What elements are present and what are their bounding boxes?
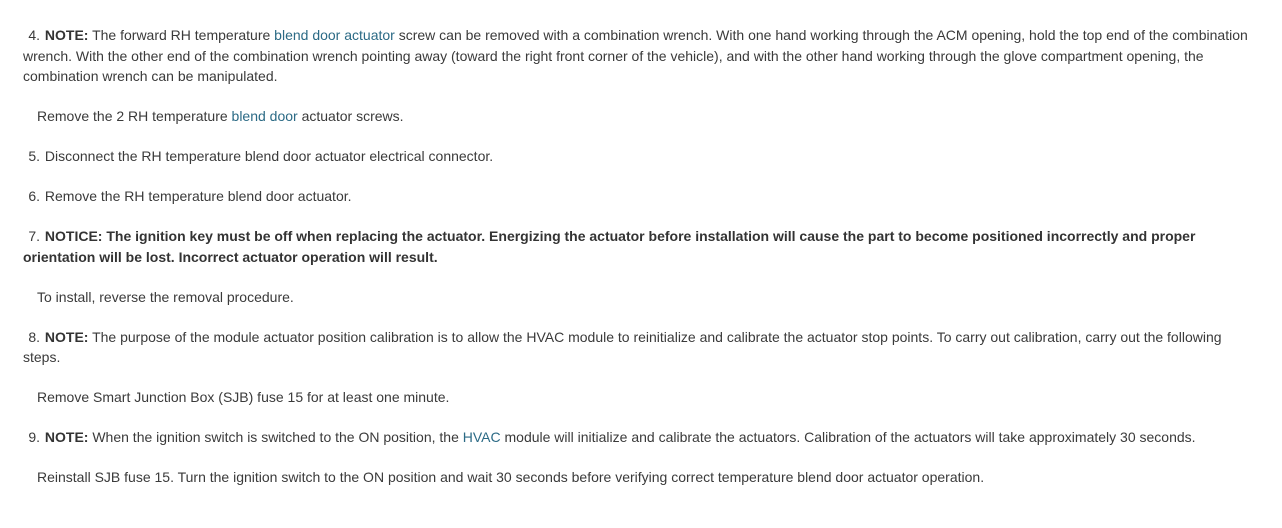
step-6 xyxy=(23,186,1262,207)
step-text: The forward RH temperature xyxy=(92,27,271,43)
instruction-text: Remove the 2 RH temperature xyxy=(37,108,228,124)
step-text: Disconnect the RH temperature blend door actuator electrical connector. xyxy=(44,148,494,164)
step-number: 6. xyxy=(28,188,40,204)
step-text: screw can be removed with a combination wrench. With one hand working through the ACM opening, hold the top end of the combination wrench. With the other end of the combination wrench pointing away (toward the right front corner of the vehicle), and with the other hand working through the glove compartment opening, the combination wrench can be manipulated. xyxy=(23,27,1248,84)
step-number: 8. xyxy=(28,328,40,345)
step-4 xyxy=(23,25,1262,87)
step-text: Remove the RH temperature blend door actuator. xyxy=(44,188,352,204)
blend-door-link[interactable]: blend door xyxy=(231,108,298,124)
step-8 xyxy=(23,327,1262,368)
hvac-link[interactable]: HVAC xyxy=(462,429,501,445)
blend-door-actuator-link[interactable]: blend door actuator xyxy=(274,27,395,43)
step-4-instruction xyxy=(37,106,1262,127)
step-7-instruction: To install, reverse the removal procedure. xyxy=(37,288,294,305)
step-text: The purpose of the module actuator position calibration is to allow the HVAC module to reinitialize and calibrate the actuator stop points. To carry out calibration, carry out the following steps. xyxy=(23,328,1222,365)
step-7 xyxy=(23,226,1262,267)
step-5 xyxy=(23,146,1262,167)
notice-label: NOTICE: xyxy=(44,228,103,244)
step-9 xyxy=(23,427,1262,448)
note-label: NOTE: xyxy=(44,328,89,345)
instruction-text: actuator screws. xyxy=(301,108,404,124)
step-text: module will initialize and calibrate the actuators. Calibration of the actuators will take approximately 30 seconds. xyxy=(504,429,1196,445)
step-text: When the ignition switch is switched to the ON position, the xyxy=(92,429,459,445)
note-label: NOTE: xyxy=(44,429,89,445)
step-number: 4. xyxy=(28,27,40,43)
step-9-instruction: Reinstall SJB fuse 15. Turn the ignition switch to the ON position and wait 30 seconds before verifying correct temperature blend door actuator operation. xyxy=(37,469,985,485)
notice-text: The ignition key must be off when replacing the actuator. Energizing the actuator before installation will cause the part to become positioned incorrectly and proper orientation will be lost. Incorrect actuator operation will result. xyxy=(23,228,1196,265)
note-label: NOTE: xyxy=(44,27,89,43)
step-number: 7. xyxy=(28,228,40,244)
step-number: 5. xyxy=(28,148,40,164)
step-8-instruction: Remove Smart Junction Box (SJB) fuse 15 for at least one minute. xyxy=(37,389,450,405)
step-number: 9. xyxy=(28,429,40,445)
